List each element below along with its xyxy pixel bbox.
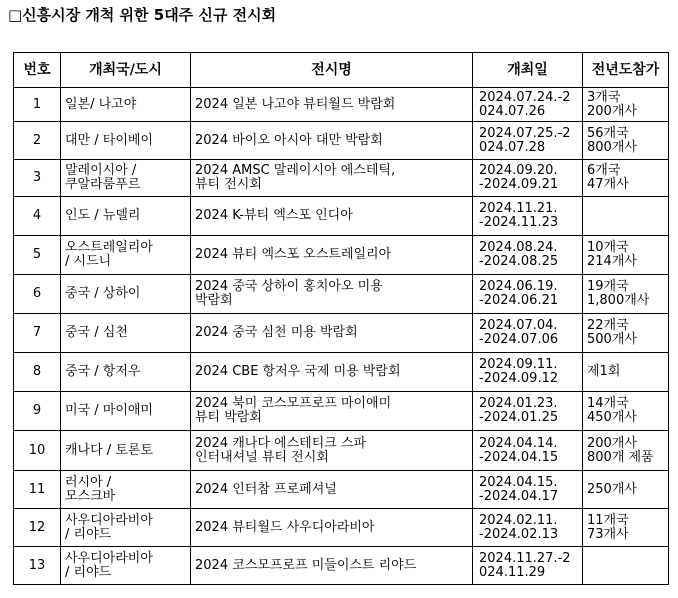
cell-city: 미국 / 마이애미 — [61, 392, 191, 431]
cell-city: 캐나다 / 토론토 — [61, 431, 191, 471]
cell-city: 사우디아라비아 / 리야드 — [61, 547, 191, 585]
cell-date: 2024.11.27.-2 024.11.29 — [473, 547, 583, 585]
table-row — [14, 122, 669, 160]
cell-exhibition-name: 2024 중국 상하이 홍치아오 미용 박람회 — [191, 275, 473, 314]
table-row — [14, 160, 669, 197]
cell-exhibition-name: 2024 뷰티 엑스포 오스트레일리아 — [191, 236, 473, 275]
cell-previous-participation: 22개국 500개사 — [583, 314, 669, 353]
cell-date: 2024.06.19. -2024.06.21 — [473, 275, 583, 314]
cell-number: 9 — [14, 392, 61, 431]
table-row — [14, 197, 669, 236]
cell-city: 러시아 / 모스크바 — [61, 471, 191, 509]
cell-city: 말레이시아 / 쿠알라룸푸르 — [61, 160, 191, 197]
exhibition-table — [13, 52, 669, 585]
table-row — [14, 431, 669, 471]
cell-number: 3 — [14, 160, 61, 197]
cell-previous-participation: 11개국 73개사 — [583, 509, 669, 547]
cell-city: 대만 / 타이베이 — [61, 122, 191, 160]
cell-previous-participation — [583, 197, 669, 236]
cell-date: 2024.01.23. -2024.01.25 — [473, 392, 583, 431]
cell-city: 중국 / 상하이 — [61, 275, 191, 314]
cell-city: 중국 / 항저우 — [61, 353, 191, 392]
column-header-date: 개최일 — [473, 53, 583, 88]
cell-exhibition-name: 2024 바이오 아시아 대만 박람회 — [191, 122, 473, 160]
table-row — [14, 509, 669, 547]
table-row — [14, 392, 669, 431]
cell-date: 2024.07.24.-2 024.07.26 — [473, 88, 583, 122]
cell-exhibition-name: 2024 인터참 프로페셔널 — [191, 471, 473, 509]
cell-date: 2024.07.04. -2024.07.06 — [473, 314, 583, 353]
cell-number: 10 — [14, 431, 61, 471]
cell-date: 2024.09.20. -2024.09.21 — [473, 160, 583, 197]
cell-exhibition-name: 2024 AMSC 말레이시아 에스테틱, 뷰티 전시회 — [191, 160, 473, 197]
cell-exhibition-name: 2024 중국 심천 미용 박람회 — [191, 314, 473, 353]
cell-previous-participation: 10개국 214개사 — [583, 236, 669, 275]
cell-date: 2024.04.15. -2024.04.17 — [473, 471, 583, 509]
table-row — [14, 314, 669, 353]
table-row — [14, 353, 669, 392]
cell-previous-participation: 19개국 1,800개사 — [583, 275, 669, 314]
cell-previous-participation: 250개사 — [583, 471, 669, 509]
cell-number: 13 — [14, 547, 61, 585]
cell-city: 사우디아라비아 / 리야드 — [61, 509, 191, 547]
cell-number: 4 — [14, 197, 61, 236]
cell-exhibition-name: 2024 뷰티월드 사우디아라비아 — [191, 509, 473, 547]
cell-city: 중국 / 심천 — [61, 314, 191, 353]
cell-date: 2024.02.11. -2024.02.13 — [473, 509, 583, 547]
column-header-name: 전시명 — [191, 53, 473, 88]
column-header-city: 개최국/도시 — [61, 53, 191, 88]
cell-city: 인도 / 뉴델리 — [61, 197, 191, 236]
table-row — [14, 236, 669, 275]
cell-number: 6 — [14, 275, 61, 314]
cell-previous-participation: 6개국 47개사 — [583, 160, 669, 197]
cell-previous-participation: 56개국 800개사 — [583, 122, 669, 160]
cell-city: 일본/ 나고야 — [61, 88, 191, 122]
table-row — [14, 88, 669, 122]
cell-number: 7 — [14, 314, 61, 353]
cell-number: 1 — [14, 88, 61, 122]
cell-date: 2024.08.24. -2024.08.25 — [473, 236, 583, 275]
cell-previous-participation — [583, 547, 669, 585]
cell-number: 11 — [14, 471, 61, 509]
cell-date: 2024.07.25.-2 024.07.28 — [473, 122, 583, 160]
cell-previous-participation: 200개사 800개 제품 — [583, 431, 669, 471]
document-title: □신흥시장 개척 위한 5대주 신규 전시회 — [8, 6, 277, 24]
cell-date: 2024.04.14. -2024.04.15 — [473, 431, 583, 471]
cell-exhibition-name: 2024 일본 나고야 뷰티월드 박람회 — [191, 88, 473, 122]
cell-exhibition-name: 2024 북미 코스모프로프 마이애미 뷰티 박람회 — [191, 392, 473, 431]
table-row — [14, 471, 669, 509]
column-header-no: 번호 — [14, 53, 61, 88]
cell-previous-participation: 제1회 — [583, 353, 669, 392]
cell-city: 오스트레일리아 / 시드니 — [61, 236, 191, 275]
cell-date: 2024.09.11. -2024.09.12 — [473, 353, 583, 392]
cell-previous-participation: 14개국 450개사 — [583, 392, 669, 431]
table-row — [14, 547, 669, 585]
column-header-prev: 전년도참가 — [583, 53, 669, 88]
cell-previous-participation: 3개국 200개사 — [583, 88, 669, 122]
cell-number: 8 — [14, 353, 61, 392]
cell-exhibition-name: 2024 CBE 항저우 국제 미용 박람회 — [191, 353, 473, 392]
cell-number: 12 — [14, 509, 61, 547]
table-row — [14, 275, 669, 314]
cell-date: 2024.11.21. -2024.11.23 — [473, 197, 583, 236]
cell-exhibition-name: 2024 캐나다 에스테티크 스파 인터내셔널 뷰티 전시회 — [191, 431, 473, 471]
cell-number: 5 — [14, 236, 61, 275]
cell-number: 2 — [14, 122, 61, 160]
cell-exhibition-name: 2024 K-뷰티 엑스포 인디아 — [191, 197, 473, 236]
table-header-row — [14, 53, 669, 88]
cell-exhibition-name: 2024 코스모프로프 미들이스트 리야드 — [191, 547, 473, 585]
